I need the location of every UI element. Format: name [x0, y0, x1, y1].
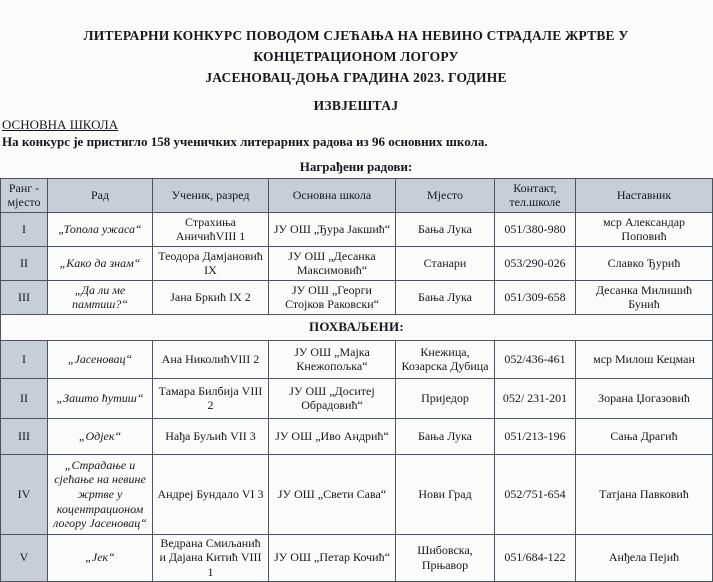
commended-heading: ПОХВАЉЕНИ:: [1, 314, 713, 340]
column-header: Контакт, тел.школе: [495, 178, 576, 212]
page-title: [26, 26, 686, 89]
intro-text: На конкурс је пристигло 158 ученичких литерарних радова из 96 основних школа.: [2, 133, 488, 149]
rank-cell: I: [1, 340, 48, 378]
rank-cell: III: [1, 418, 48, 454]
school-cell: ЈУ ОШ „Свети Сава“: [269, 454, 396, 534]
rank-cell: V: [1, 534, 48, 581]
rank-cell: II: [1, 246, 48, 280]
teacher-cell: Десанка Милишић Бунић: [576, 280, 713, 314]
teacher-cell: Сања Драгић: [576, 418, 713, 454]
table-row: [1, 246, 713, 280]
work-cell: „Да ли ме памтиш?“: [48, 280, 153, 314]
teacher-cell: Татјана Павковић: [576, 454, 713, 534]
student-cell: Страхиња АничићVIII 1: [153, 212, 269, 246]
results-table: [0, 178, 713, 582]
table-header-row: [1, 178, 713, 212]
place-cell: Шибовска, Прњавор: [396, 534, 495, 581]
teacher-cell: Славко Ђурић: [576, 246, 713, 280]
school-cell: ЈУ ОШ „Петар Кочић“: [269, 534, 396, 581]
place-cell: Нови Град: [396, 454, 495, 534]
work-cell: „Зашто ћутиш“: [48, 378, 153, 418]
rank-cell: II: [1, 378, 48, 418]
teacher-cell: мср Александар Поповић: [576, 212, 713, 246]
table-row: [1, 534, 713, 581]
teacher-cell: мср Милош Кецман: [576, 340, 713, 378]
contact-cell: 052/ 231-201: [495, 378, 576, 418]
report-page: [0, 26, 712, 580]
page-title-line1: ЛИТЕРАРНИ КОНКУРС ПОВОДОМ СЈЕЋАЊА НА НЕВИНО СТРАДАЛЕ ЖРТВЕ У КОНЦЕТРАЦИОНОМ ЛОГОРУ: [83, 28, 629, 64]
teacher-cell: Анђела Пејић: [576, 534, 713, 581]
school-cell: ЈУ ОШ „Десанка Максимовић“: [269, 246, 396, 280]
school-cell: ЈУ ОШ „Иво Андрић“: [269, 418, 396, 454]
school-cell: ЈУ ОШ „Ђура Јакшић“: [269, 212, 396, 246]
student-cell: Тамара Билбија VIII 2: [153, 378, 269, 418]
school-cell: ЈУ ОШ „Доситеј Обрадовић“: [269, 378, 396, 418]
work-cell: „Страдање и сјећање на невине жртве у коцентрационом логору Јасеновац“: [48, 454, 153, 534]
column-header: Мјесто: [396, 178, 495, 212]
work-cell: „Јасеновац“: [48, 340, 153, 378]
contact-cell: 051/309-658: [495, 280, 576, 314]
place-cell: Бања Лука: [396, 212, 495, 246]
table-row: [1, 340, 713, 378]
table-row: [1, 418, 713, 454]
awarded-heading: Награђени радови:: [299, 158, 413, 174]
student-cell: Теодора Дамјановић IX: [153, 246, 269, 280]
work-cell: „Како да знам“: [48, 246, 153, 280]
contact-cell: 051/380-980: [495, 212, 576, 246]
student-cell: Нађа Буљић VII 3: [153, 418, 269, 454]
student-cell: Андреј Бундало VI 3: [153, 454, 269, 534]
table-row: [1, 378, 713, 418]
student-cell: Јана Бркић IX 2: [153, 280, 269, 314]
place-cell: Кнежица, Козарска Дубица: [396, 340, 495, 378]
contact-cell: 051/213-196: [495, 418, 576, 454]
column-header: Основна школа: [269, 178, 396, 212]
work-cell: „Топола ужаса“: [48, 212, 153, 246]
rank-cell: IV: [1, 454, 48, 534]
table-row: [1, 280, 713, 314]
place-cell: Бања Лука: [396, 418, 495, 454]
page-title-line2: ЈАСЕНОВАЦ-ДОЊА ГРАДИНА 2023. ГОДИНЕ: [205, 69, 507, 85]
section-label: ОСНОВНА ШКОЛА: [2, 116, 119, 132]
contact-cell: 052/751-654: [495, 454, 576, 534]
contact-cell: 052/436-461: [495, 340, 576, 378]
rank-cell: III: [1, 280, 48, 314]
school-cell: ЈУ ОШ „Мајка Кнежопољка“: [269, 340, 396, 378]
table-row: [1, 454, 713, 534]
work-cell: „Одјек“: [48, 418, 153, 454]
table-row: [1, 212, 713, 246]
student-cell: Ведрана Смиљанић и Дајана Китић VIII 1: [153, 534, 269, 581]
column-header: Наставник: [576, 178, 713, 212]
teacher-cell: Зорана Џогазовић: [576, 378, 713, 418]
school-cell: ЈУ ОШ „Георги Стојков Раковски“: [269, 280, 396, 314]
place-cell: Приједор: [396, 378, 495, 418]
work-cell: „Јек“: [48, 534, 153, 581]
contact-cell: 051/684-122: [495, 534, 576, 581]
column-header: Рад: [48, 178, 153, 212]
rank-cell: I: [1, 212, 48, 246]
student-cell: Ана НиколићVIII 2: [153, 340, 269, 378]
column-header: Ученик, разред: [153, 178, 269, 212]
contact-cell: 053/290-026: [495, 246, 576, 280]
place-cell: Станари: [396, 246, 495, 280]
place-cell: Бања Лука: [396, 280, 495, 314]
commended-heading-row: [1, 314, 713, 340]
report-heading: ИЗВЈЕШТАЈ: [313, 97, 399, 113]
column-header: Ранг - мјесто: [1, 178, 48, 212]
